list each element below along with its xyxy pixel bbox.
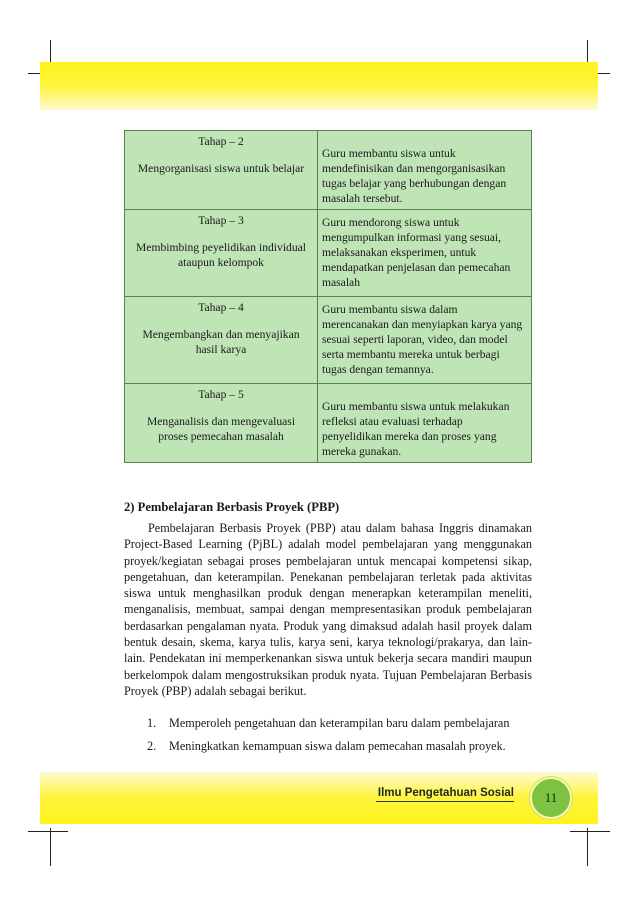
book-title: Ilmu Pengetahuan Sosial [376, 787, 514, 802]
teacher-activity: Guru mendorong siswa untuk mengumpulkan informasi yang sesuai, melaksanakan eksperimen, untuk mendapatkan penjelasan dan pemecahan masalah [322, 216, 511, 289]
section-heading: 2) Pembelajaran Berbasis Proyek (PBP) [124, 500, 340, 514]
stage-title: Membimbing peyelidikan individual ataupun kelompok [135, 241, 307, 269]
list-item [147, 735, 537, 758]
crop-mark [587, 828, 588, 866]
crop-mark [28, 831, 68, 832]
stage-cell [125, 131, 318, 210]
crop-mark [50, 828, 51, 866]
list-text: Meningkatkan kemampuan siswa dalam pemecahan masalah proyek. [169, 739, 506, 753]
stages-table [124, 130, 532, 463]
crop-mark [570, 831, 610, 832]
stage-title: Menganalisis dan mengevaluasi proses pemecahan masalah [146, 415, 296, 443]
teacher-activity: Guru membantu siswa dalam merencanakan dan menyiapkan karya yang sesuai seperti laporan, video, dan model serta membantu mereka untuk berbagi tugas dengan temannya. [322, 303, 523, 376]
table-row [125, 131, 532, 210]
stage-cell [125, 297, 318, 384]
list-number: 2. [147, 739, 157, 753]
stage-title: Mengorganisasi siswa untuk belajar [137, 162, 305, 175]
teacher-cell [318, 384, 532, 463]
list-item [147, 712, 537, 735]
stage-cell [125, 210, 318, 297]
footer-band [40, 772, 598, 824]
table-row [125, 297, 532, 384]
teacher-activity: Guru membantu siswa untuk mendefinisikan dan mengorganisasikan tugas belajar yang berhubungan dengan masalah tersebut. [322, 147, 507, 205]
stage-label: Tahap – 5 [198, 388, 244, 401]
stage-label: Tahap – 4 [198, 301, 244, 314]
teacher-cell [318, 297, 532, 384]
table-row [125, 384, 532, 463]
stage-cell [125, 384, 318, 463]
goal-list [147, 712, 537, 758]
stage-label: Tahap – 2 [198, 135, 244, 148]
teacher-cell [318, 131, 532, 210]
table-row [125, 210, 532, 297]
teacher-cell [318, 210, 532, 297]
page-number: 11 [530, 777, 572, 819]
stage-label: Tahap – 3 [198, 214, 244, 227]
section-paragraph: Pembelajaran Berbasis Proyek (PBP) atau dalam bahasa Inggris dinamakan Project-Based Learning (PjBL) adalah model pembelajaran yang menggunakan proyek/kegiatan sebagai proses pembelajaran untuk mencapai kompetensi sikap, pengetahuan, dan keterampilan. Penekanan pembelajaran terletak pada aktivitas siswa untuk menghasilkan produk dengan menerapkan keterampilan meneliti, menganalisis, membuat, sampai dengan mempresentasikan produk pembelajaran berdasarkan pengalaman nyata. Produk yang dimaksud adalah hasil proyek dalam bentuk desain, skema, karya tulis, karya seni, karya teknologi/prakarya, dan lain-lain. Pendekatan ini memperkenankan siswa untuk bekerja secara mandiri maupun berkelompok dalam mengostruksikan produk nyata. Tujuan Pembelajaran Berbasis Proyek (PBP) adalah sebagai berikut. [124, 521, 532, 698]
list-text: Memperoleh pengetahuan dan keterampilan baru dalam pembelajaran [169, 716, 510, 730]
header-band [40, 62, 598, 110]
teacher-activity: Guru membantu siswa untuk melakukan refleksi atau evaluasi terhadap penyelidikan mereka dan proses yang mereka gunakan. [322, 400, 510, 458]
list-number: 1. [147, 716, 157, 730]
stage-title: Mengembangkan dan menyajikan hasil karya [142, 328, 300, 356]
